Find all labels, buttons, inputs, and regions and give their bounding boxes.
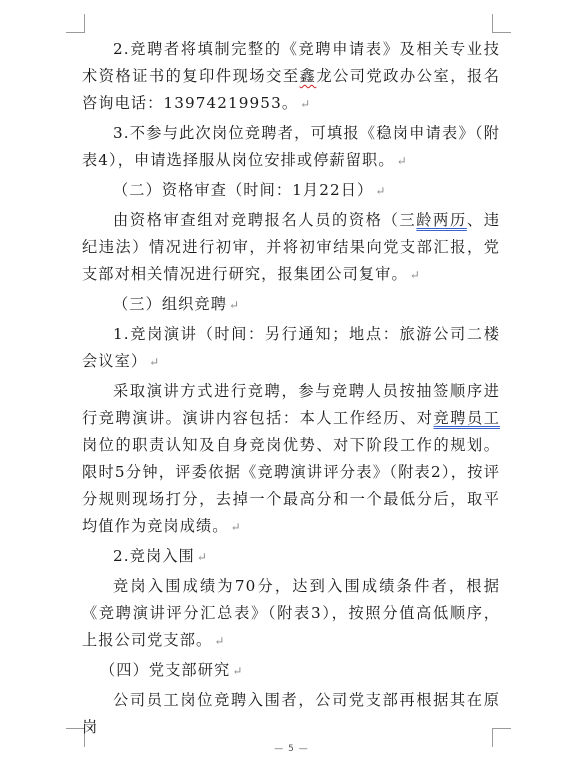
paragraph-p2 [82, 120, 500, 175]
paragraph-text: 2.竞岗入围 [113, 547, 195, 565]
paragraph-mark-icon: ↵ [230, 520, 241, 534]
paragraph-p1 [82, 36, 500, 118]
paragraph-text: （四）党支部研究 [100, 661, 231, 679]
page-number: — 5 — [274, 744, 309, 754]
paragraph-text: （二）资格审查（时间：1月22日） [113, 181, 374, 199]
paragraph-text: （三）组织竞聘 [113, 295, 228, 313]
paragraph-text: 1.竞岗演讲（时间：另行通知；地点：旅游公司二楼会议室） [82, 325, 500, 370]
paragraph-text: 由资格审查组对竞聘报名人员的资格（三 [113, 211, 417, 229]
paragraph-mark-icon: ↵ [409, 268, 420, 282]
paragraph-mark-icon: ↵ [232, 664, 243, 678]
paragraph-text: 公司员工岗位竞聘入围者，公司党支部再根据其在原岗 [82, 691, 500, 736]
paragraph-text: 、违纪违法）情况进行初审，并将初审结果向党支部汇报，党支部对相关情况进行研究，报集团公司复审。 [82, 211, 500, 283]
paragraph-p3 [82, 177, 500, 205]
paragraph-text: 3.不参与此次岗位竞聘者，可填报《稳岗申请表》（附表4），申请选择服从岗位安排或停薪留职。 [82, 124, 500, 169]
paragraph-p11 [82, 687, 500, 741]
marked-text: 鑫 [299, 67, 317, 85]
marked-text: 龄两历 [416, 211, 467, 229]
paragraph-text: 竞岗入围成绩为70分，达到入围成绩条件者，根据《竞聘演讲评分汇总表》（附表3），按照分值高低顺序，上报公司党支部。 [82, 577, 500, 649]
paragraph-text: 岗位的职责认知及自身竞岗优势、对下阶段工作的规划。限时5分钟，评委依据《竞聘演讲评分表》（附表2），按评分规则现场打分，去掉一个最高分和一个最低分后，取平均值作为竞岗成绩。 [82, 436, 500, 535]
paragraph-text: 采取演讲方式进行竞聘，参与竞聘人员按抽签顺序进行竞聘演讲。演讲内容包括：本人工作经历、对 [82, 382, 500, 427]
paragraph-text: 2.竞聘者将填制完整的《竞聘申请表》及相关专业技术资格证书的复印件现场交至 [82, 40, 500, 85]
paragraph-mark-icon: ↵ [196, 550, 207, 564]
paragraph-mark-icon: ↵ [149, 355, 160, 369]
paragraph-p9 [82, 573, 500, 655]
paragraph-mark-icon: ↵ [214, 634, 225, 648]
paragraph-mark-icon: ↵ [229, 298, 240, 312]
paragraph-p10 [82, 657, 500, 685]
paragraph-mark-icon: ↵ [375, 184, 386, 198]
paragraph-p8 [82, 543, 500, 571]
paragraph-p5 [82, 291, 500, 319]
crop-mark-top-right [492, 14, 511, 33]
paragraph-p7 [82, 378, 500, 541]
paragraph-mark-icon: ↵ [300, 97, 311, 111]
crop-mark-top-left [66, 14, 85, 33]
paragraph-mark-icon: ↵ [396, 154, 407, 168]
marked-text: 竞聘员工 [433, 409, 500, 427]
paragraph-text: 龙公司党政办公室，报名咨询电话：13974219953。 [82, 67, 500, 112]
document-body[interactable] [82, 36, 500, 743]
paragraph-p4 [82, 207, 500, 289]
paragraph-p6 [82, 321, 500, 376]
